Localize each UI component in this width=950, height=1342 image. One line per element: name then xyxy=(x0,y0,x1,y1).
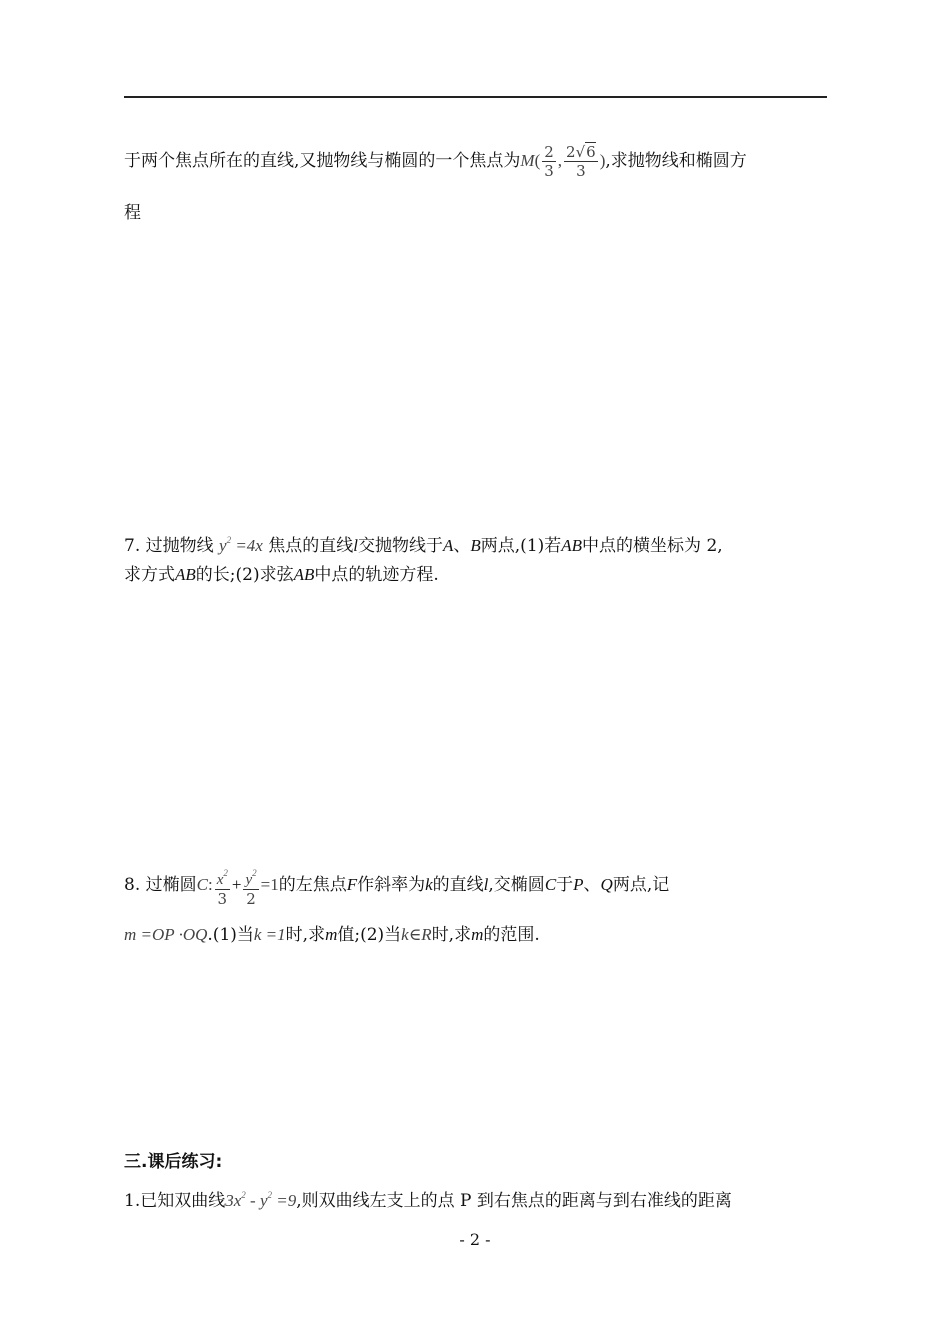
fraction-2-3 xyxy=(542,143,556,180)
text-segment: 的长;(2)求弦 xyxy=(195,565,294,585)
eq-rest: =9 xyxy=(276,1191,297,1210)
var-Q: Q xyxy=(600,875,613,894)
var-P: P xyxy=(573,875,584,894)
text-segment: 的左焦点 xyxy=(278,875,347,895)
term-3x: 3x xyxy=(225,1191,242,1210)
coef: 2 xyxy=(566,143,576,161)
text-segment: 中点的横坐标为 2, xyxy=(582,536,723,556)
text-segment: ,求抛物线和椭圆方 xyxy=(605,151,747,171)
var-y: y xyxy=(219,536,227,555)
var-AB: AB xyxy=(175,565,196,584)
frac-den: 3 xyxy=(544,162,554,180)
var-l: l xyxy=(353,536,358,555)
fraction-x2-3 xyxy=(215,864,230,908)
text-segment: 中点的轨迹方程. xyxy=(314,565,439,585)
k-in-R: k∈R xyxy=(401,925,432,944)
colon: : xyxy=(207,875,213,894)
exercise1-line xyxy=(124,1183,732,1213)
var-C: C xyxy=(196,875,208,894)
var-k: k xyxy=(425,875,433,894)
text-segment: ,交椭圆 xyxy=(488,875,545,895)
header-rule xyxy=(124,96,827,98)
problem8-line2 xyxy=(124,923,540,947)
paren-open: ( xyxy=(534,151,541,170)
frac-num xyxy=(215,864,230,890)
text-segment: 的直线 xyxy=(432,875,484,895)
text-segment: 于 xyxy=(556,875,574,895)
var-AB: AB xyxy=(561,536,583,555)
var-y: y xyxy=(259,1191,268,1210)
text-segment: 、 xyxy=(583,875,601,895)
text-segment: 于两个焦点所在的直线,又抛物线与椭圆的一个焦点为 xyxy=(124,151,521,171)
var-A: A xyxy=(443,536,454,555)
frac-num: 2 xyxy=(544,143,554,161)
text-segment: 两点,记 xyxy=(612,875,670,895)
page-number: - 2 - xyxy=(459,1230,491,1249)
comma: , xyxy=(557,151,563,170)
exponent: 2 xyxy=(241,1190,246,1200)
var-y: y xyxy=(245,871,253,888)
text-segment: 两点,(1)若 xyxy=(480,536,562,556)
text-segment: 焦点的直线 xyxy=(268,536,354,556)
var-AB: AB xyxy=(293,565,315,584)
var-x: x xyxy=(216,871,224,888)
frac-den: 2 xyxy=(246,889,256,908)
hyperbola-equation xyxy=(225,1191,296,1210)
frac-den: 3 xyxy=(217,889,228,908)
var-C: C xyxy=(544,875,557,894)
plus-sign: + xyxy=(231,875,242,894)
text-segment: ,则双曲线左支上的点 P 到右焦点的距离与到右准线的距离 xyxy=(296,1191,732,1211)
k-equals-one: k =1 xyxy=(253,925,286,944)
problem7-line1 xyxy=(124,528,723,558)
var-m: m xyxy=(471,925,484,944)
section-heading: 三.课后练习: xyxy=(124,1152,223,1172)
fraction-2sqrt6-3 xyxy=(564,143,598,180)
var-m: m xyxy=(325,925,338,944)
paren-close: ) xyxy=(599,151,606,170)
problem7-line2 xyxy=(124,563,439,587)
text-segment: 8. 过椭圆 xyxy=(124,875,197,895)
text-segment: 求方式 xyxy=(124,565,175,585)
exponent: 2 xyxy=(226,535,232,545)
text-segment: 7. 过抛物线 xyxy=(124,536,214,556)
problem6-line1 xyxy=(124,143,747,180)
text-segment: 时,求 xyxy=(431,925,472,945)
text-segment: 交抛物线于 xyxy=(358,536,443,556)
text-segment: 值;(2)当 xyxy=(337,925,402,945)
eq-rest: =4x xyxy=(235,536,263,555)
frac-den: 3 xyxy=(576,162,586,180)
frac-num xyxy=(243,864,258,890)
parabola-equation xyxy=(219,536,263,555)
minus: - xyxy=(245,1191,260,1210)
fraction-y2-2 xyxy=(243,864,258,908)
text-segment: .(1)当 xyxy=(207,925,254,945)
text-segment: 时,求 xyxy=(285,925,326,945)
var-F: F xyxy=(346,875,358,894)
text-segment: 的范围. xyxy=(483,925,540,945)
dot-product-expression: m =OP ·OQ xyxy=(124,925,208,944)
exponent: 2 xyxy=(252,867,257,878)
problem6-line2: 程 xyxy=(124,203,141,223)
problem8-line1 xyxy=(124,861,669,909)
text-segment: 、 xyxy=(453,536,471,556)
var-B: B xyxy=(470,536,481,555)
exponent: 2 xyxy=(267,1190,272,1200)
radicand: 6 xyxy=(586,143,596,161)
text-segment: 作斜率为 xyxy=(357,875,426,895)
frac-num: 2√6 xyxy=(566,143,596,161)
var-l: l xyxy=(483,875,489,894)
equals-one: =1 xyxy=(260,875,279,894)
text-segment: 1.已知双曲线 xyxy=(124,1191,226,1211)
exponent: 2 xyxy=(223,867,228,878)
point-M-label: M xyxy=(520,151,535,170)
